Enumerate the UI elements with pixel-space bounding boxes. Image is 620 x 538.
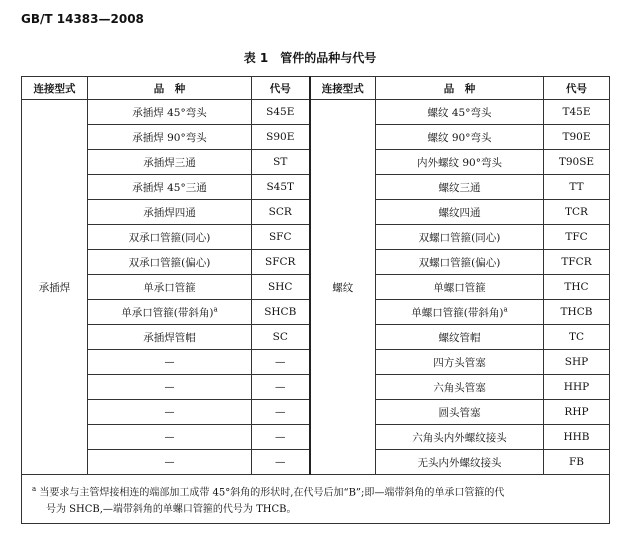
- code-cell: TCR: [544, 200, 610, 225]
- footnote: [22, 475, 610, 524]
- variety-text: —: [164, 431, 175, 443]
- variety-cell: [88, 400, 252, 425]
- header-connection-type: 连接型式: [310, 77, 376, 100]
- footnote-text-line2: 号为 SHCB,—端带斜角的单螺口管箍的代号为 THCB。: [46, 504, 297, 516]
- variety-cell: [88, 350, 252, 375]
- variety-cell: [376, 400, 544, 425]
- code-cell: HHB: [544, 425, 610, 450]
- variety-text: 四方头管塞: [433, 356, 486, 369]
- code-cell: —: [252, 350, 310, 375]
- variety-text: 螺纹四通: [438, 206, 481, 219]
- variety-text: 无头内外螺纹接头: [417, 456, 502, 469]
- variety-cell: [376, 450, 544, 475]
- variety-cell: [88, 225, 252, 250]
- header-code: 代号: [544, 77, 610, 100]
- variety-cell: [376, 425, 544, 450]
- variety-text: 双螺口管箍(同心): [418, 231, 501, 244]
- variety-text: 双承口管箍(偏心): [128, 256, 211, 269]
- variety-cell: [88, 175, 252, 200]
- header-code: 代号: [252, 77, 310, 100]
- variety-text: 承插焊 45°弯头: [132, 106, 207, 119]
- variety-cell: [88, 375, 252, 400]
- variety-cell: [376, 200, 544, 225]
- variety-cell: [376, 300, 544, 325]
- code-cell: SFCR: [252, 250, 310, 275]
- code-cell: SHC: [252, 275, 310, 300]
- variety-text: 螺纹 45°弯头: [427, 106, 492, 119]
- variety-text: 单承口管箍(带斜角): [121, 306, 214, 319]
- variety-cell: [88, 250, 252, 275]
- variety-cell: [376, 325, 544, 350]
- code-cell: SFC: [252, 225, 310, 250]
- variety-cell: [88, 125, 252, 150]
- variety-cell: [376, 275, 544, 300]
- variety-cell: [88, 450, 252, 475]
- variety-text: 六角头管塞: [433, 381, 486, 394]
- variety-cell: [376, 350, 544, 375]
- variety-cell: [376, 175, 544, 200]
- fittings-table: [21, 76, 610, 524]
- footnote-marker: a: [32, 485, 37, 493]
- code-cell: S90E: [252, 125, 310, 150]
- code-cell: SHP: [544, 350, 610, 375]
- code-cell: HHP: [544, 375, 610, 400]
- variety-cell: [376, 100, 544, 125]
- variety-cell: [376, 225, 544, 250]
- variety-cell: [88, 200, 252, 225]
- table-caption: 表 1 管件的品种与代号: [243, 51, 377, 65]
- variety-cell: [88, 275, 252, 300]
- variety-cell: [88, 425, 252, 450]
- variety-cell: [88, 150, 252, 175]
- variety-text: —: [164, 356, 175, 368]
- variety-cell: [88, 100, 252, 125]
- code-cell: T90E: [544, 125, 610, 150]
- variety-text: 双承口管箍(同心): [128, 231, 211, 244]
- code-cell: —: [252, 400, 310, 425]
- variety-text: —: [164, 456, 175, 468]
- variety-text: —: [164, 406, 175, 418]
- standard-id: GB/T 14383—2008: [21, 12, 144, 26]
- connection-type-threaded: 螺纹: [310, 100, 376, 475]
- table-body: [22, 100, 610, 475]
- variety-text: 承插焊 90°弯头: [132, 131, 207, 144]
- code-cell: THC: [544, 275, 610, 300]
- variety-text: 螺纹 90°弯头: [427, 131, 492, 144]
- variety-text: 螺纹管帽: [438, 331, 481, 344]
- code-cell: TT: [544, 175, 610, 200]
- variety-text: 六角头内外螺纹接头: [412, 431, 507, 444]
- footnote-ref: a: [213, 305, 218, 313]
- code-cell: SC: [252, 325, 310, 350]
- variety-cell: [88, 325, 252, 350]
- header-connection-type: 连接型式: [22, 77, 88, 100]
- code-cell: FB: [544, 450, 610, 475]
- code-cell: TC: [544, 325, 610, 350]
- code-cell: SCR: [252, 200, 310, 225]
- variety-cell: [376, 125, 544, 150]
- code-cell: THCB: [544, 300, 610, 325]
- code-cell: S45T: [252, 175, 310, 200]
- variety-cell: [88, 300, 252, 325]
- code-cell: ST: [252, 150, 310, 175]
- table-row: [22, 100, 610, 125]
- code-cell: T90SE: [544, 150, 610, 175]
- variety-text: —: [164, 381, 175, 393]
- code-cell: —: [252, 425, 310, 450]
- footnote-text-line1: 当要求与主管焊接相连的端部加工成带 45°斜角的形状时,在代号后加“B”;即—端带斜角的单承口管箍的代: [39, 487, 505, 499]
- variety-text: 承插焊四通: [143, 206, 196, 219]
- variety-text: 螺纹三通: [438, 181, 481, 194]
- variety-text: 承插焊三通: [143, 156, 196, 169]
- code-cell: TFCR: [544, 250, 610, 275]
- variety-text: 圆头管塞: [438, 406, 481, 419]
- code-cell: SHCB: [252, 300, 310, 325]
- header-variety: 品 种: [88, 77, 252, 100]
- variety-text: 单螺口管箍: [433, 281, 486, 294]
- variety-text: 内外螺纹 90°弯头: [417, 156, 502, 169]
- code-cell: T45E: [544, 100, 610, 125]
- footnote-row: [22, 475, 610, 524]
- table-header-row: [22, 77, 610, 100]
- variety-text: 单螺口管箍(带斜角): [411, 306, 504, 319]
- header-variety: 品 种: [376, 77, 544, 100]
- variety-cell: [376, 250, 544, 275]
- connection-type-socket-weld: 承插焊: [22, 100, 88, 475]
- code-cell: RHP: [544, 400, 610, 425]
- footnote-ref: a: [503, 305, 508, 313]
- code-cell: S45E: [252, 100, 310, 125]
- code-cell: TFC: [544, 225, 610, 250]
- variety-text: 双螺口管箍(偏心): [418, 256, 501, 269]
- variety-cell: [376, 375, 544, 400]
- variety-text: 单承口管箍: [143, 281, 196, 294]
- code-cell: —: [252, 450, 310, 475]
- variety-cell: [376, 150, 544, 175]
- code-cell: —: [252, 375, 310, 400]
- variety-text: 承插焊管帽: [143, 331, 196, 344]
- variety-text: 承插焊 45°三通: [132, 181, 207, 194]
